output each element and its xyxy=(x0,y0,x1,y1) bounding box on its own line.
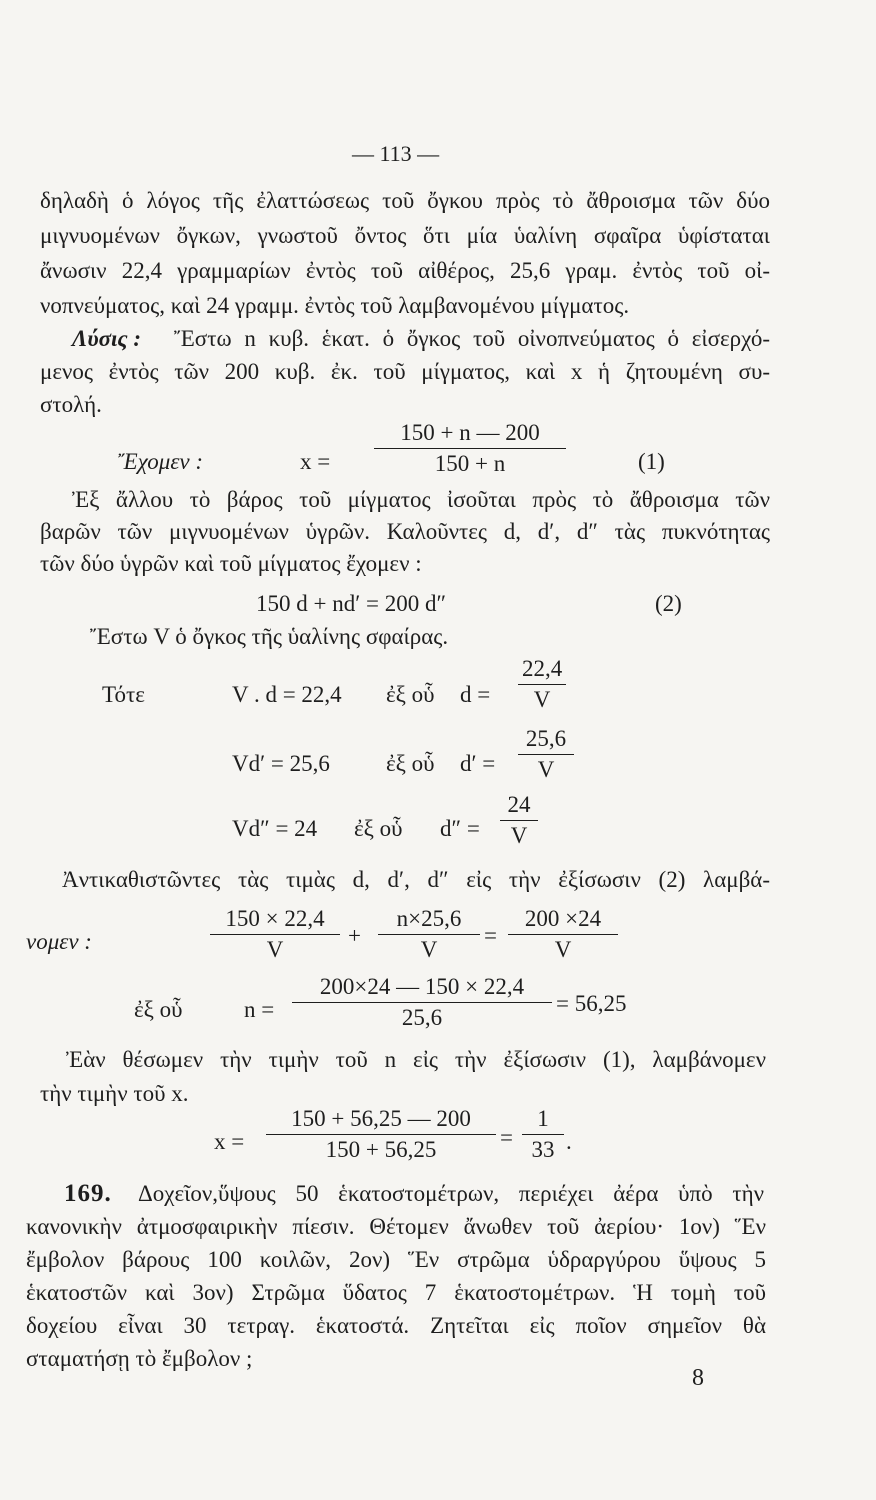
equation-2-tag: (2) xyxy=(655,591,682,616)
solution-line: στολή. xyxy=(40,392,102,417)
density-row-lhs: Vd′ = 25,6 xyxy=(232,751,330,776)
problem-line: κανονικὴν ἀτμοσφαιρικὴν πίεσιν. Θέτομεν ἄνωθεν τοῦ ἀερίου· 1ον) Ἕν xyxy=(26,1214,766,1239)
weight-line: βαρῶν τῶν μιγνυομένων ὑγρῶν. Καλοῦντες d, d′, d″ τὰς πυκνότητας xyxy=(40,519,770,544)
fraction-numerator: 24 xyxy=(507,792,531,817)
fraction-denominator: V xyxy=(420,937,438,962)
fraction-denominator: 150 + 56,25 xyxy=(325,1137,437,1162)
final-x-end: . xyxy=(566,1129,572,1154)
fraction-numerator: 150 + n — 200 xyxy=(400,420,540,445)
weight-line: Ἐξ ἄλλου τὸ βάρος τοῦ μίγματος ἰσοῦται πρὸς τὸ ἄθροισμα τῶν xyxy=(72,487,770,512)
substitution-fraction-2 xyxy=(378,906,480,963)
page-number: — 113 — xyxy=(352,141,440,166)
problem-line: Δοχεῖον,ὕψους 50 ἑκατοστομέτρων, περιέχει ἀέρα ὑπὸ τὴν xyxy=(138,1181,764,1206)
equation-1-tag: (1) xyxy=(638,449,665,474)
intro-line: δηλαδὴ ὁ λόγος τῆς ἐλαττώσεως τοῦ ὄγκου πρὸς τὸ ἄθροισμα τῶν δύο xyxy=(40,188,770,213)
fraction-denominator: V xyxy=(510,823,528,848)
final-x-fraction xyxy=(266,1106,496,1163)
solve-n-lhs: n = xyxy=(244,997,275,1022)
fraction-denominator: V xyxy=(537,757,555,782)
problem-number: 169. xyxy=(64,1180,112,1207)
substitution-fraction-1 xyxy=(210,906,340,963)
fraction-numerator: 200×24 — 150 × 22,4 xyxy=(319,974,525,999)
intro-line: νοπνεύματος, καὶ 24 γραμμ. ἐντὸς τοῦ λαμβανομένου μίγματος. xyxy=(40,293,630,318)
density-row-var: d″ = xyxy=(440,816,480,841)
solution-line: μενος ἐντὸς τῶν 200 κυβ. ἐκ. τοῦ μίγματος, καὶ x ἡ ζητουμένη συ- xyxy=(40,359,770,384)
fraction-numerator: n×25,6 xyxy=(396,906,462,931)
sphere-definition: Ἔστω V ὁ ὄγκος τῆς ὑαλίνης σφαίρας. xyxy=(90,624,449,649)
solve-n-fraction xyxy=(292,974,552,1031)
solution-line: Ἔστω n κυβ. ἑκατ. ὁ ὄγκος τοῦ οἰνοπνεύματος ὁ εἰσερχό- xyxy=(174,326,770,351)
intro-line: μιγνυομένων ὄγκων, γνωστοῦ ὄντος ὅτι μία ὑαλίνη σφαῖρα ὑφίσταται xyxy=(40,223,770,248)
substitution-lead: νομεν : xyxy=(26,929,92,954)
plus-sign: + xyxy=(348,923,361,948)
final-x-equals: = xyxy=(500,1125,513,1150)
density-row-from: ἐξ οὗ xyxy=(354,816,403,841)
solve-n-result: = 56,25 xyxy=(556,991,627,1016)
fraction-denominator: V xyxy=(266,937,284,962)
equation-1-lhs: x = xyxy=(300,449,331,474)
substitution-fraction-3 xyxy=(508,906,618,963)
fraction-numerator: 22,4 xyxy=(522,656,563,681)
fraction-numerator: 200 ×24 xyxy=(524,906,602,931)
problem-line: δοχείου εἶναι 30 τετραγ. ἑκατοστά. Ζητεῖται εἰς ποῖον σημεῖον θὰ xyxy=(26,1313,766,1338)
density-row-lhs: Vd″ = 24 xyxy=(232,816,318,841)
fraction-numerator: 1 xyxy=(537,1106,549,1131)
density-row-fraction xyxy=(518,726,574,783)
equals-sign: = xyxy=(484,923,497,948)
equation-1-lead: Ἔχομεν : xyxy=(118,449,204,474)
weight-line: τῶν δύο ὑγρῶν καὶ τοῦ μίγματος ἔχομεν : xyxy=(40,551,422,576)
intro-line: ἄνωσιν 22,4 γραμμαρίων ἐντὸς τοῦ αἰθέρος, 25,6 γραμ. ἐντὸς τοῦ οἰ- xyxy=(40,258,770,283)
substitution-line: Ἀντικαθιστῶντες τὰς τιμὰς d, d′, d″ εἰς τὴν ἐξίσωσιν (2) λαμβά- xyxy=(62,867,770,892)
final-x-result-fraction xyxy=(522,1106,564,1163)
problem-line: ἔμβολον βάρους 100 κοιλῶν, 2ον) Ἕν στρῶμα ὑδραργύρου ὕψους 5 xyxy=(26,1247,766,1272)
solve-n-lead: ἐξ οὗ xyxy=(134,997,183,1022)
fraction-denominator: V xyxy=(533,687,551,712)
substitute-line: Ἐὰν θέσωμεν τὴν τιμὴν τοῦ n εἰς τὴν ἐξίσωσιν (1), λαμβάνομεν xyxy=(66,1047,766,1072)
fraction-denominator: V xyxy=(554,937,572,962)
density-row-fraction xyxy=(518,656,566,713)
density-row-var: d′ = xyxy=(460,751,496,776)
solution-label: Λύσις : xyxy=(72,326,142,351)
fraction-numerator: 150 + 56,25 — 200 xyxy=(291,1106,471,1131)
density-row-from: ἐξ οὗ xyxy=(386,682,435,707)
fraction-numerator: 150 × 22,4 xyxy=(225,906,325,931)
fraction-denominator: 150 + n xyxy=(434,451,506,476)
density-row-lhs: V . d = 22,4 xyxy=(232,682,342,707)
problem-line: ἑκατοστῶν καὶ 3ον) Στρῶμα ὕδατος 7 ἑκατοστομέτρων. Ἡ τομὴ τοῦ xyxy=(26,1280,766,1305)
fraction-denominator: 33 xyxy=(531,1137,555,1162)
substitute-line: τὴν τιμὴν τοῦ x. xyxy=(40,1081,189,1106)
density-row-from: ἐξ οὗ xyxy=(386,751,435,776)
problem-line: σταματήσῃ τὸ ἔμβολον ; xyxy=(26,1346,253,1371)
signature-mark: 8 xyxy=(692,1365,704,1391)
fraction-denominator: 25,6 xyxy=(401,1005,443,1030)
equation-1-fraction xyxy=(374,420,566,477)
density-row-fraction xyxy=(500,792,538,849)
final-x-lhs: x = xyxy=(214,1129,245,1154)
equation-2-text: 150 d + nd′ = 200 d″ xyxy=(256,591,447,616)
density-row-var: d = xyxy=(460,682,491,707)
tote-lead: Τότε xyxy=(102,682,145,707)
fraction-numerator: 25,6 xyxy=(525,726,567,751)
